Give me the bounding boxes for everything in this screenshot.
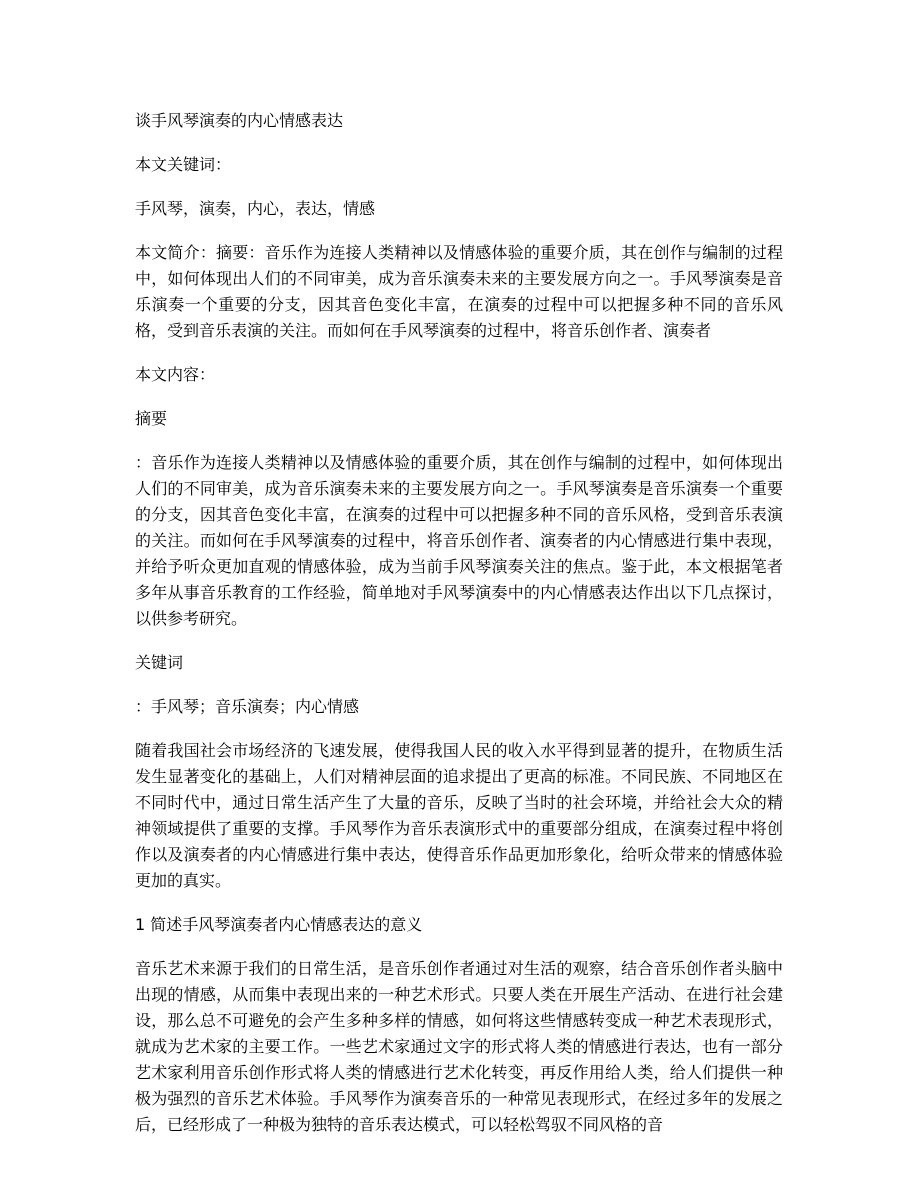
abstract-paragraph: ：音乐作为连接人类精神以及情感体验的重要介质，其在创作与编制的过程中，如何体现出人们的不同审美，成为音乐演奏未来的主要发展方向之一。手风琴演奏是音乐演奏一个重要的分支，因其音色变化丰富，在演奏的过程中可以把握多种不同的音乐风格，受到音乐表演的关注。而如何在手风琴演奏的过程中，将音乐创作者、演奏者的内心情感进行集中表现，并给予听众更加直观的情感体验，成为当前手风琴演奏关注的焦点。鉴于此，本文根据笔者多年从事音乐教育的工作经验，简单地对手风琴演奏中的内心情感表达作出以下几点探讨，以供参考研究。: [135, 453, 783, 628]
document-title: 谈手风琴演奏的内心情感表达: [135, 111, 344, 130]
summary-paragraph: 本文简介：摘要：音乐作为连接人类精神以及情感体验的重要介质，其在创作与编制的过程中，如何体现出人们的不同审美，成为音乐演奏未来的主要发展方向之一。手风琴演奏是音乐演奏一个重要的分支，因其音色变化丰富，在演奏的过程中可以把握多种不同的音乐风格，受到音乐表演的关注。而如何在手风琴演奏的过程中，将音乐创作者、演奏者: [135, 243, 783, 340]
keywords-body: ：手风琴；音乐演奏；内心情感: [135, 697, 360, 716]
keywords-list: 手风琴，演奏，内心，表达，情感: [135, 199, 376, 218]
keywords-heading: 关键词: [135, 653, 184, 672]
section-heading: 1 简述手风琴演奏者内心情感表达的意义: [135, 915, 423, 934]
content-label: 本文内容：: [135, 365, 216, 384]
abstract-heading: 摘要: [135, 409, 168, 428]
document-page: [135, 108, 783, 1138]
intro-paragraph: 随着我国社会市场经济的飞速发展，使得我国人民的收入水平得到显著的提升，在物质生活发生显著变化的基础上，人们对精神层面的追求提出了更高的标准。不同民族、不同地区在不同时代中，通过日常生活产生了大量的音乐，反映了当时的社会环境，并给社会大众的精神领域提供了重要的支撑。手风琴作为音乐表演形式中的重要部分组成，在演奏过程中将创作以及演奏者的内心情感进行集中表达，使得音乐作品更加形象化，给听众带来的情感体验更加的真实。: [135, 741, 783, 890]
section-paragraph: 音乐艺术来源于我们的日常生活，是音乐创作者通过对生活的观察，结合音乐创作者头脑中出现的情感，从而集中表现出来的一种艺术形式。只要人类在开展生产活动、在进行社会建设，那么总不可避免的会产生多种多样的情感，如何将这些情感转变成一种艺术表现形式，就成为艺术家的主要工作。一些艺术家通过文字的形式将人类的情感进行表达，也有一部分艺术家利用音乐创作形式将人类的情感进行艺术化转变，再反作用给人类，给人们提供一种极为强烈的音乐艺术体验。手风琴作为演奏音乐的一种常见表现形式，在经过多年的发展之后，已经形成了一种极为独特的音乐表达模式，可以轻松驾驭不同风格的音: [135, 959, 783, 1134]
keywords-label: 本文关键词：: [135, 155, 232, 174]
